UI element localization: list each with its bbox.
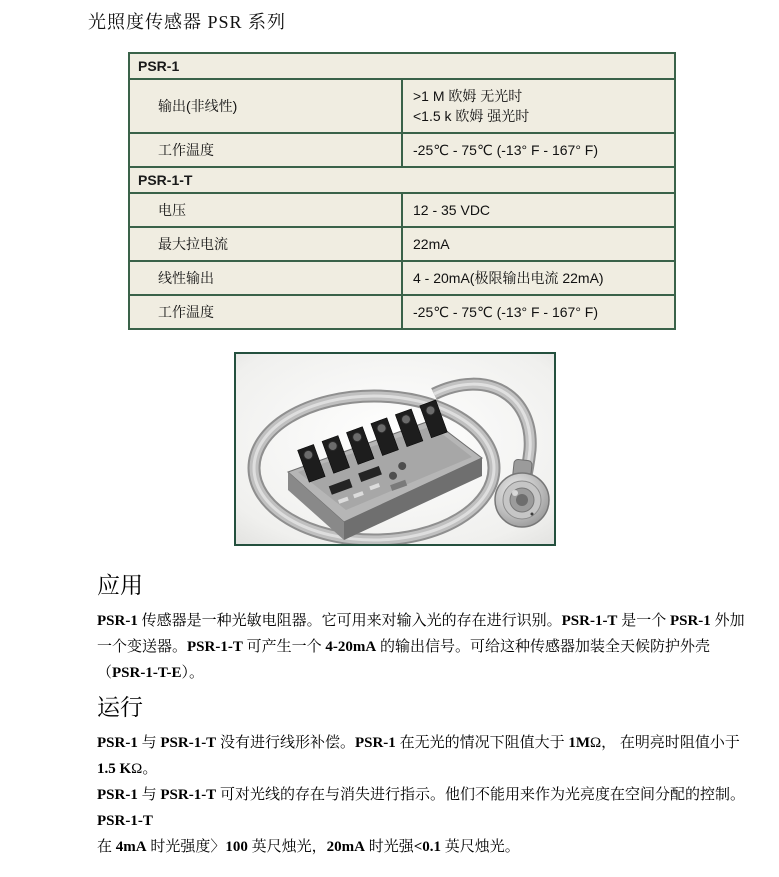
bold-text: 1M (568, 735, 590, 751)
text: 的输出信号。可给这种传感器加装全天候防护外壳 (376, 639, 710, 655)
text: 外加 (710, 613, 745, 629)
bold-text: 100 (225, 839, 248, 855)
page-title: 光照度传感器 PSR 系列 (88, 12, 287, 32)
spec-value (402, 261, 675, 295)
spec-label: 电压 (129, 193, 402, 227)
table-section-title: PSR-1-T (129, 167, 675, 193)
bold-text: PSR-1 (97, 787, 138, 803)
spec-value (402, 295, 675, 329)
bold-text: 4mA (115, 839, 147, 855)
text: 可对光线的存在与消失进行指示。他们不能用来作为光亮度在空间分配的控制。 (216, 787, 745, 803)
spec-label: 线性输出 (129, 261, 402, 295)
text: 时光强度〉 (146, 839, 226, 855)
paragraph-line (97, 730, 739, 756)
spec-value-part: 12 - 35 VDC (413, 202, 491, 218)
spec-value-part: 4 - 20mA(极限输出电流 22mA) (413, 270, 604, 286)
paragraph-line (97, 608, 745, 634)
text: 在 (97, 839, 116, 855)
text: 英尺烛光， (247, 839, 327, 855)
text: Ω， 在明亮时阻值小于 (590, 735, 740, 751)
table-section-header-row (129, 167, 675, 193)
spec-label: 输出(非线性) (129, 79, 402, 133)
text: 传感器是一种光敏电阻器。它可用来对输入光的存在进行识别。 (137, 613, 562, 629)
text: Ω。 (131, 761, 158, 777)
spec-value-part: <1.5 k 欧姆 强光时 (413, 108, 530, 124)
spec-label: 最大拉电流 (129, 227, 402, 261)
section-paragraph (97, 730, 745, 860)
text: 在无光的情况下阻值大于 (395, 735, 569, 751)
bold-text: 20mA (326, 839, 365, 855)
text: 与 (137, 787, 161, 803)
bold-text: PSR-1-T (187, 639, 243, 655)
spec-value (402, 133, 675, 167)
table-row (129, 295, 675, 329)
product-photo (234, 352, 556, 546)
body-text-sections (97, 572, 745, 864)
text: 是一个 (617, 613, 670, 629)
text: 时光强 (364, 839, 414, 855)
bold-text: 4-20mA (325, 639, 377, 655)
section-heading: 应用 (97, 573, 143, 598)
text: （ (97, 665, 113, 681)
bold-text: <0.1 (413, 839, 442, 855)
bold-text: PSR-1-T (561, 613, 618, 629)
text: 一个变送器。 (97, 639, 188, 655)
product-photo-illustration (236, 354, 554, 544)
bold-text: PSR-1-T (97, 813, 153, 829)
bold-text: PSR-1 (97, 735, 138, 751)
section-paragraph (97, 608, 745, 686)
bold-text: PSR-1-T-E (112, 665, 182, 681)
table-section-title: PSR-1 (129, 53, 675, 79)
text: ）。 (181, 665, 204, 681)
text: 没有进行线形补偿。 (216, 735, 355, 751)
paragraph-line (97, 782, 745, 808)
bold-text: 1.5 K (97, 761, 132, 777)
spec-value (402, 193, 675, 227)
bold-text: PSR-1-T (160, 735, 217, 751)
table-row (129, 133, 675, 167)
table-row (129, 261, 675, 295)
table-section-header-row (129, 53, 675, 79)
table-row (129, 193, 675, 227)
paragraph-line (97, 756, 739, 782)
spec-table (128, 52, 676, 330)
spec-value (402, 79, 675, 133)
paragraph-line (97, 808, 739, 834)
text: 与 (137, 735, 161, 751)
bold-text: PSR-1-T (160, 787, 217, 803)
spec-value-part: >1 M 欧姆 无光时 (413, 88, 523, 104)
spec-label: 工作温度 (129, 133, 402, 167)
spec-value (402, 227, 675, 261)
spec-value-part: -25℃ - 75℃ (-13° F - 167° F) (413, 141, 599, 158)
table-row (129, 227, 675, 261)
table-row (129, 79, 675, 133)
spec-value-part: -25℃ - 75℃ (-13° F - 167° F) (413, 303, 599, 320)
spec-value-part: 22mA (413, 236, 450, 252)
paragraph-line (97, 660, 739, 686)
spec-label: 工作温度 (129, 295, 402, 329)
paragraph-line (97, 634, 739, 660)
bold-text: PSR-1 (97, 613, 138, 629)
bold-text: PSR-1 (354, 735, 396, 751)
text: 英尺烛光。 (441, 839, 520, 855)
text: 可产生一个 (242, 639, 326, 655)
bold-text: PSR-1 (669, 613, 711, 629)
paragraph-line (97, 834, 739, 860)
section-heading: 运行 (97, 695, 143, 720)
